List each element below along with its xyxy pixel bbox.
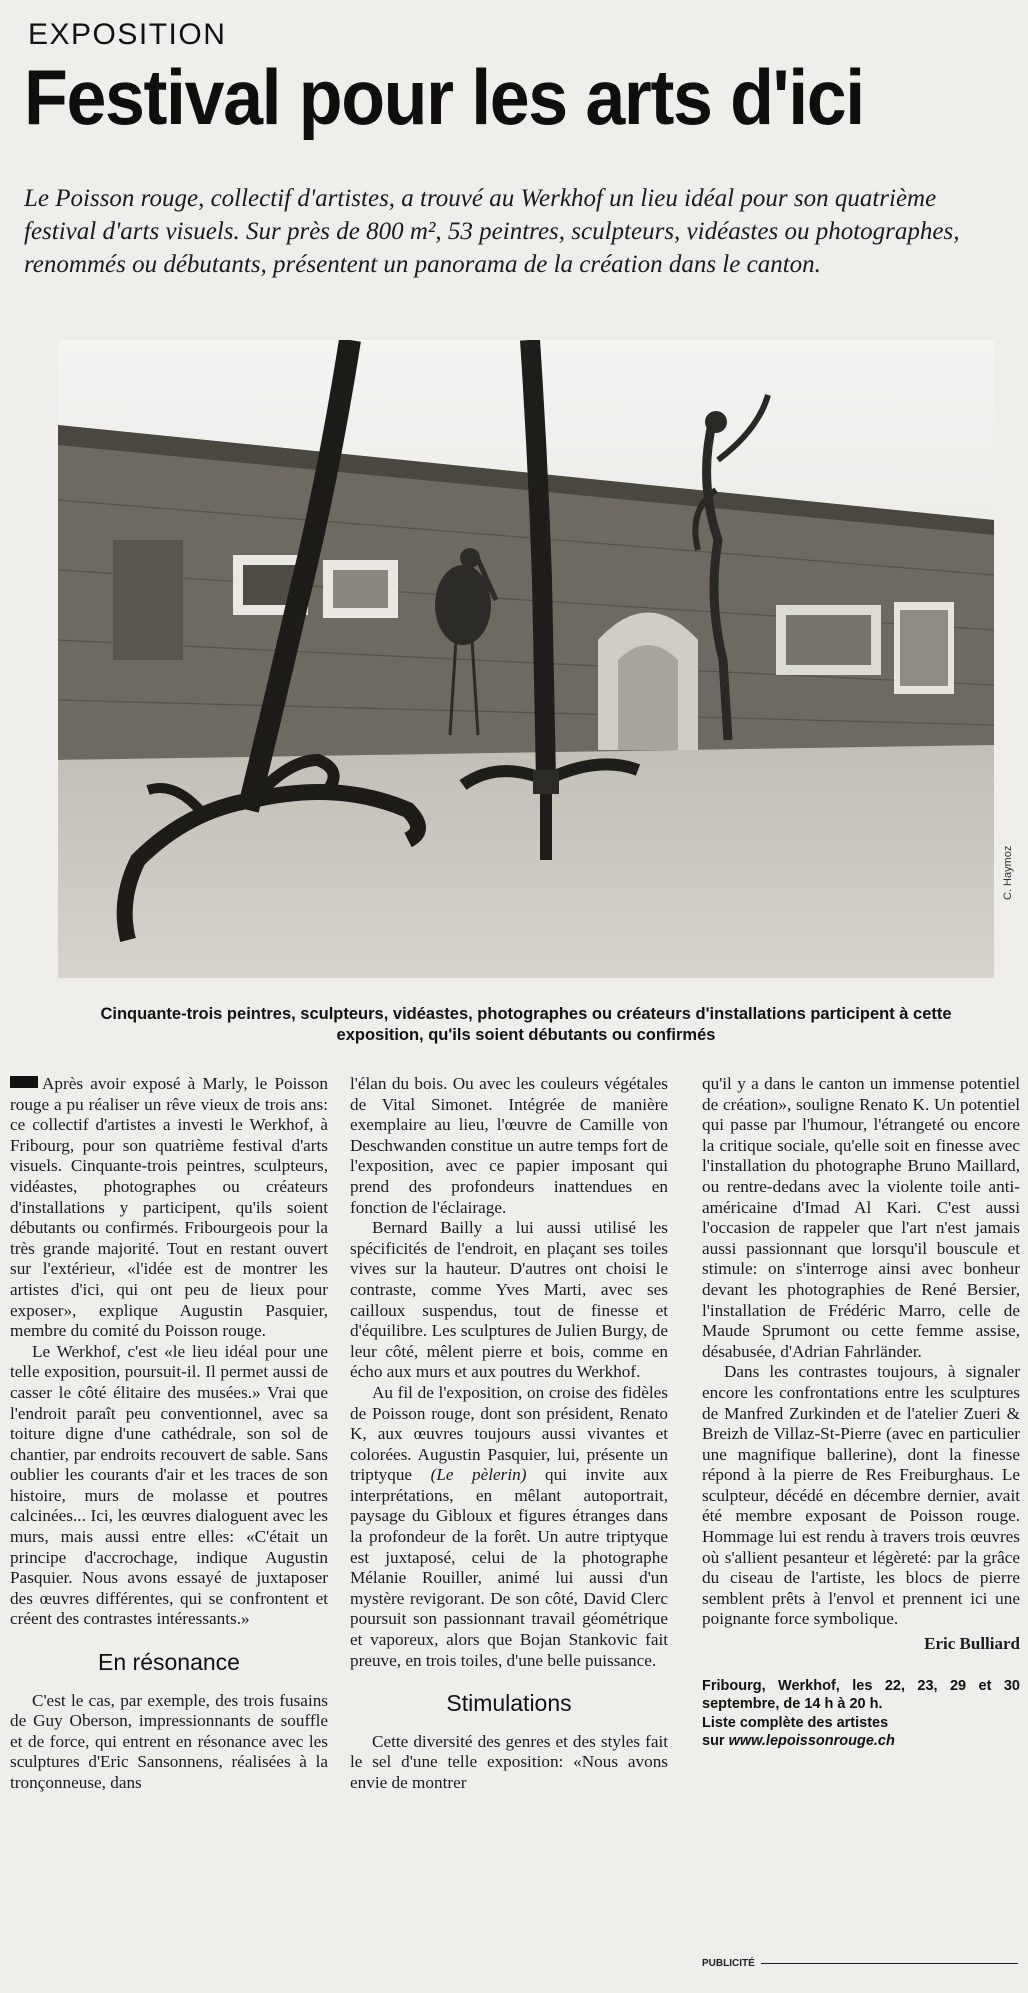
advertisement-label: PUBLICITÉ [702,1958,755,1969]
artist-list-label: Liste complète des artistes [702,1714,889,1731]
website-prefix: sur [702,1733,729,1750]
article-lede: Le Poisson rouge, collectif d'artistes, a trouvé au Werkhof un lieu idéal pour son quatrième festival d'arts visuels. Sur près de 800 m², 53 peintres, sculpteurs, vidéastes ou photographes, renommés ou débutants, présentent un panorama de la création dans le canton. [24,185,960,278]
exhibition-photo-illustration [58,340,994,978]
website-link[interactable]: www.lepoissonrouge.ch [728,1733,895,1750]
paragraph [10,1074,328,1342]
section-kicker: EXPOSITION [28,18,227,51]
lead-marker-icon [10,1076,38,1088]
paragraph: l'élan du bois. Ou avec les couleurs végétales de Vital Simonet. Intégrée de manière exemplaire au lieu, l'œuvre de Camille von Deschwanden constitue un autre temps fort de l'exposition, avec ce papier imposant qui prend des profondeurs inattendues en fonction de l'éclairage. [350,1074,668,1217]
paragraph: Bernard Bailly a lui aussi utilisé les spécificités de l'endroit, en plaçant ses toiles vives sur la hauteur. D'autres ont choisi le contraste, comme Yves Marti, avec ses cailloux suspendus, tout de finesse et d'équilibre. Les sculptures de Julien Burgy, de leur côté, mêlent pierre et bois, comme en écho aux murs et aux poutres du Werkhof. [350,1218,668,1382]
article-column-3 [702,1074,1020,1751]
subheading-en-resonance: En résonance [98,1649,240,1676]
paragraph: qu'il y a dans le canton un immense potentiel de création», souligne Renato K. Un potentiel qui passe par l'humour, l'étrangeté ou encore la critique sociale, qu'elle soit en finesse avec l'installation du photographe Bruno Maillard, ou rentre-dedans avec la violente toile anti-américaine d'Imad Al Kari. C'est aussi l'occasion de rappeler que l'art n'est jamais aussi passionnant que lorsqu'il bouscule et stimule: on s'interroge ainsi avec bonheur devant les photographies de René Bersier, l'installation de Frédéric Marro, celle de Maude Sprumont ou cette femme assise, désabusée, d'Adrian Fahrländer. [702,1074,1020,1361]
photo-caption: Cinquante-trois peintres, sculpteurs, vidéastes, photographes ou créateurs d'installations participent à cette exposition, qu'ils soient débutants ou confirmés [100,1005,952,1044]
paragraph-text: Après avoir exposé à Marly, le Poisson rouge a pu réaliser un rêve vieux de trois ans: ce collectif d'artistes a investi le Werkhof, à Fribourg, pour son quatrième festival d'arts visuels. Cinquante-trois peintres, sculpteurs, vidéastes, photographes ou créateurs d'installations y participent, qu'ils soient débutants ou confirmés. Fribourgeois pour la très grande majorité. Tout en restant ouvert sur l'extérieur, «l'idée est de montrer les artistes d'ici, qui ont peu de lieux pour exposer», explique Augustin Pasquier, membre du comité du Poisson rouge. [10,1074,328,1341]
article-column-1 [10,1074,328,1794]
exhibition-photo [58,340,994,978]
exhibition-dates: Fribourg, Werkhof, les 22, 23, 29 et 30 septembre, de 14 h à 20 h. [702,1677,1020,1713]
paragraph: Cette diversité des genres et des styles fait le sel d'une telle exposition: «Nous avons envie de montrer [350,1731,668,1792]
website-line [702,1732,1020,1751]
paragraph [350,1383,668,1671]
exhibition-info [702,1677,1020,1751]
paragraph: C'est le cas, par exemple, des trois fusains de Guy Oberson, impressionnants de souffle et de force, qui entrent en résonance avec les sculptures d'Eric Sansonnens, réalisées à la tronçonneuse, dans [10,1690,328,1792]
article-headline: Festival pour les arts d'ici [24,53,864,141]
divider-line [761,1963,1018,1964]
paragraph-text: qui invite aux interprétations, en mêlant autoportrait, paysage du Gibloux et figures étranges dans la profondeur de la forêt. Un autre triptyque est juxtaposé, celui de la photographe Mélanie Rouiller, animé lui aussi d'un mystère revigorant. De son côté, David Clerc poursuit son passionnant travail géométrique et vaporeux, alors que Bojan Stankovic fait preuve, en trois toiles, d'une belle puissance. [350,1465,668,1670]
article-column-2 [350,1074,668,1794]
artwork-title: (Le pèlerin) [430,1465,527,1485]
paragraph: Dans les contrastes toujours, à signaler encore les confrontations entre les sculptures de Manfred Zurkinden et de l'atelier Zueri & Breizh de Villaz-St-Pierre (avec en particulier une magnifique ballerine), dont la finesse répond à la pierre de Res Freiburghaus. Le sculpteur, décédé en décembre dernier, avait été membre exposant de Poisson rouge. Hommage lui est rendu à travers trois œuvres où s'allient pesanteur et légèreté: par la grâce du ciseau de l'artiste, les blocs de pierre semblent prêts à l'envol et prennent ici une poignante force symbolique. [702,1362,1020,1629]
subheading-stimulations: Stimulations [446,1690,572,1717]
author-signature: Eric Bulliard [924,1634,1020,1654]
paragraph: Le Werkhof, c'est «le lieu idéal pour une telle exposition, poursuit-il. Il permet aussi de casser le côté élitaire des musées.» Vrai que l'endroit paraît peu conventionnel, avec sa toiture digne d'une cathédrale, son sol de chantier, par endroits recouvert de sable. Sans oublier les courants d'air et les traces de son histoire, murs de molasse et poutres calcinées... Ici, les œuvres dialoguent avec les murs, mais aussi entre elles: «C'était un principe d'accrochage, indique Augustin Pasquier. Nous avons essayé de juxtaposer des œuvres différentes, qui se confrontent et créent des contrastes intéressants.» [10,1341,328,1629]
advertisement-divider [702,1958,1018,1969]
photo-credit: C. Haymoz [1002,845,1014,900]
paragraph-text: Au fil de l'exposition, on croise des fidèles de Poisson rouge, dont son président, Renato K, aux œuvres toujours aussi vivantes et colorées. Augustin Pasquier, lui, présente un triptyque [350,1382,668,1485]
